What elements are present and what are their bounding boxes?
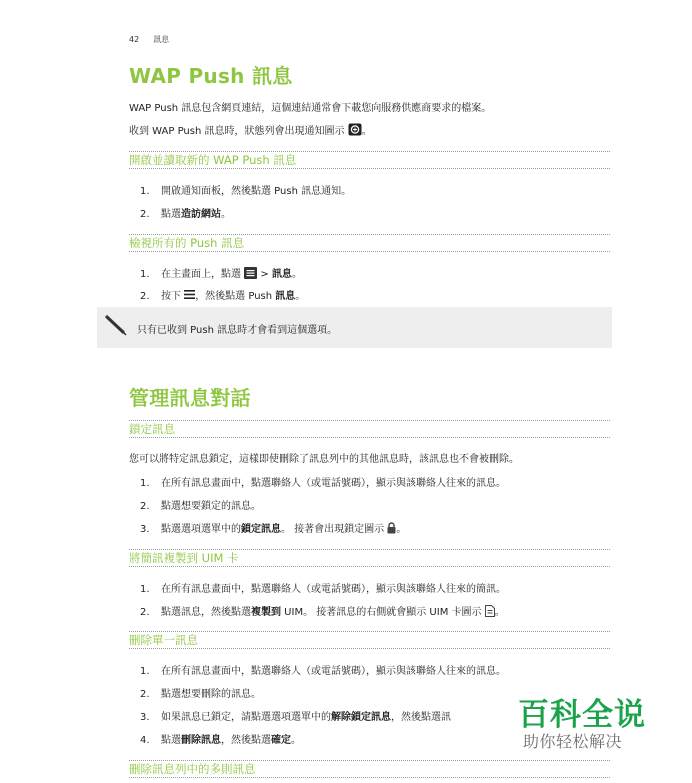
menu-icon: [184, 290, 195, 302]
subheading-view-push: 檢視所有的 Push 訊息: [129, 234, 610, 252]
wap-status-line: 收到 WAP Push 訊息時，狀態列會出現通知圖示 。: [129, 122, 372, 139]
list-item: 2. 點選訊息，然後點選複製到 UIM。 接著訊息的右側就會顯示 UIM 卡圖示 。: [140, 603, 505, 620]
notification-icon: [348, 123, 362, 139]
chapter-name: 訊息: [153, 35, 170, 44]
lock-intro: 您可以將特定訊息鎖定，這樣即使刪除了訊息列中的其他訊息時，該訊息也不會被刪除。: [129, 454, 519, 465]
list-item: 1. 在主畫面上，點選 > 訊息。: [140, 265, 302, 282]
subheading-delete-multiple: 刪除訊息列中的多則訊息: [129, 760, 610, 778]
list-item: 1. 在所有訊息畫面中，點選聯絡人（或電話號碼），顯示與該聯絡人往來的訊息。: [140, 666, 506, 677]
list-item: 2. 點選想要鎖定的訊息。: [140, 501, 261, 512]
watermark-title: 百科全说: [518, 697, 646, 733]
wap-intro: WAP Push 訊息包含網頁連結，這個連結通常會下載您向服務供應商要求的檔案。: [129, 103, 492, 114]
running-header: [129, 34, 183, 45]
list-item: 2. 點選想要刪除的訊息。: [140, 689, 261, 700]
watermark-subtitle: 助你轻松解决: [523, 732, 623, 751]
subheading-delete-single: 刪除單一訊息: [129, 631, 610, 649]
subheading-lock-message: 鎖定訊息: [129, 420, 610, 438]
section-title-wap-push: WAP Push 訊息: [129, 64, 293, 88]
list-item: 4. 點選刪除訊息，然後點選確定。: [140, 735, 301, 746]
list-item: 2. 按下 ，然後點選 Push 訊息。: [140, 291, 306, 302]
list-item: 2. 點選造訪網站。: [140, 209, 231, 220]
list-item: 3. 點選選項選單中的鎖定訊息。 接著會出現鎖定圖示 。: [140, 520, 406, 537]
note-text: 只有已收到 Push 訊息時才會看到這個選項。: [137, 325, 338, 336]
subheading-open-wap: 開啟並讀取新的 WAP Push 訊息: [129, 151, 610, 169]
uim-card-icon: [485, 605, 495, 620]
list-item: 1. 在所有訊息畫面中，點選聯絡人（或電話號碼），顯示與該聯絡人往來的簡訊。: [140, 584, 506, 595]
subheading-copy-to-uim: 將簡訊複製到 UIM 卡: [129, 549, 610, 567]
list-item: 1. 在所有訊息畫面中，點選聯絡人（或電話號碼），顯示與該聯絡人往來的訊息。: [140, 478, 506, 489]
list-item: 3. 如果訊息已鎖定，請點選選項選單中的解除鎖定訊息，然後點選訊: [140, 712, 451, 723]
page-number: 42: [129, 35, 140, 44]
section-title-manage-conversations: 管理訊息對話: [129, 386, 251, 410]
all-apps-icon: [244, 267, 257, 282]
list-item: 1. 開啟通知面板，然後點選 Push 訊息通知。: [140, 186, 352, 197]
pen-icon: [104, 314, 128, 342]
